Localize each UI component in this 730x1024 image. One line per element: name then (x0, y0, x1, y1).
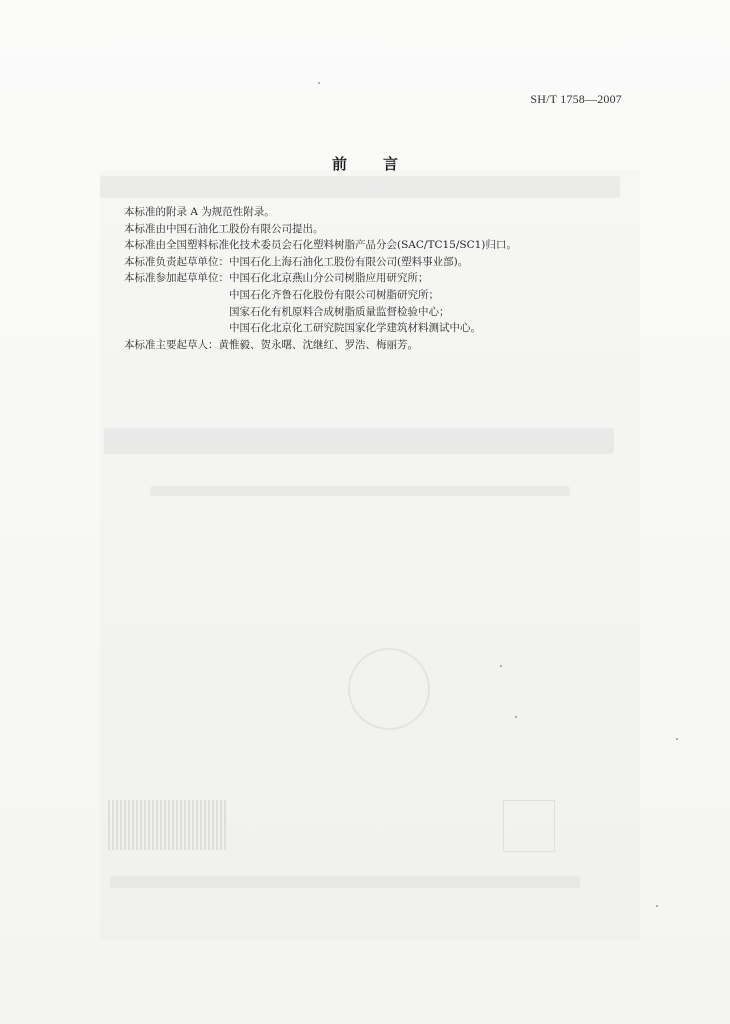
participant-unit: 国家石化有机原料合成树脂质量监督检验中心； (229, 305, 450, 318)
paragraph-normative-annex: 本标准的附录 A 为规范性附录。 (124, 206, 275, 218)
speck (676, 738, 678, 740)
paragraph-drafters: 本标准主要起草人：黄惟毅、贺永曙、沈继红、罗浩、梅丽芳。 (124, 338, 418, 351)
bleed-through-box (503, 800, 555, 852)
speck (515, 716, 517, 718)
foreword-body (124, 204, 604, 353)
paragraph-responsible-drafter: 本标准负责起草单位：中国石化上海石油化工股份有限公司(塑料事业部)。 (124, 255, 469, 268)
paragraph-proposer: 本标准由中国石油化工股份有限公司提出。 (124, 222, 324, 235)
participants-list (229, 270, 481, 336)
participants-block (124, 270, 604, 336)
bleed-through-band (100, 176, 620, 198)
speck (500, 665, 502, 667)
bleed-through-barcode (108, 800, 226, 850)
bleed-through-band (110, 876, 580, 888)
speck (656, 905, 658, 907)
bleed-through-band (104, 428, 614, 454)
standard-code: SH/T 1758—2007 (530, 92, 622, 106)
participants-label: 本标准参加起草单位： (124, 272, 229, 285)
participant-unit: 中国石化北京化工研究院国家化学建筑材料测试中心。 (229, 322, 481, 335)
speck (318, 82, 320, 84)
participant-unit: 中国石化北京燕山分公司树脂应用研究所； (229, 272, 429, 285)
paragraph-committee: 本标准由全国塑料标准化技术委员会石化塑料树脂产品分会(SAC/TC15/SC1)归口。 (124, 239, 517, 252)
bleed-through-band (150, 486, 570, 496)
page-title: 前言 (331, 155, 434, 173)
participant-unit: 中国石化齐鲁石化股份有限公司树脂研究所； (229, 288, 439, 301)
bleed-through-seal (348, 648, 430, 730)
